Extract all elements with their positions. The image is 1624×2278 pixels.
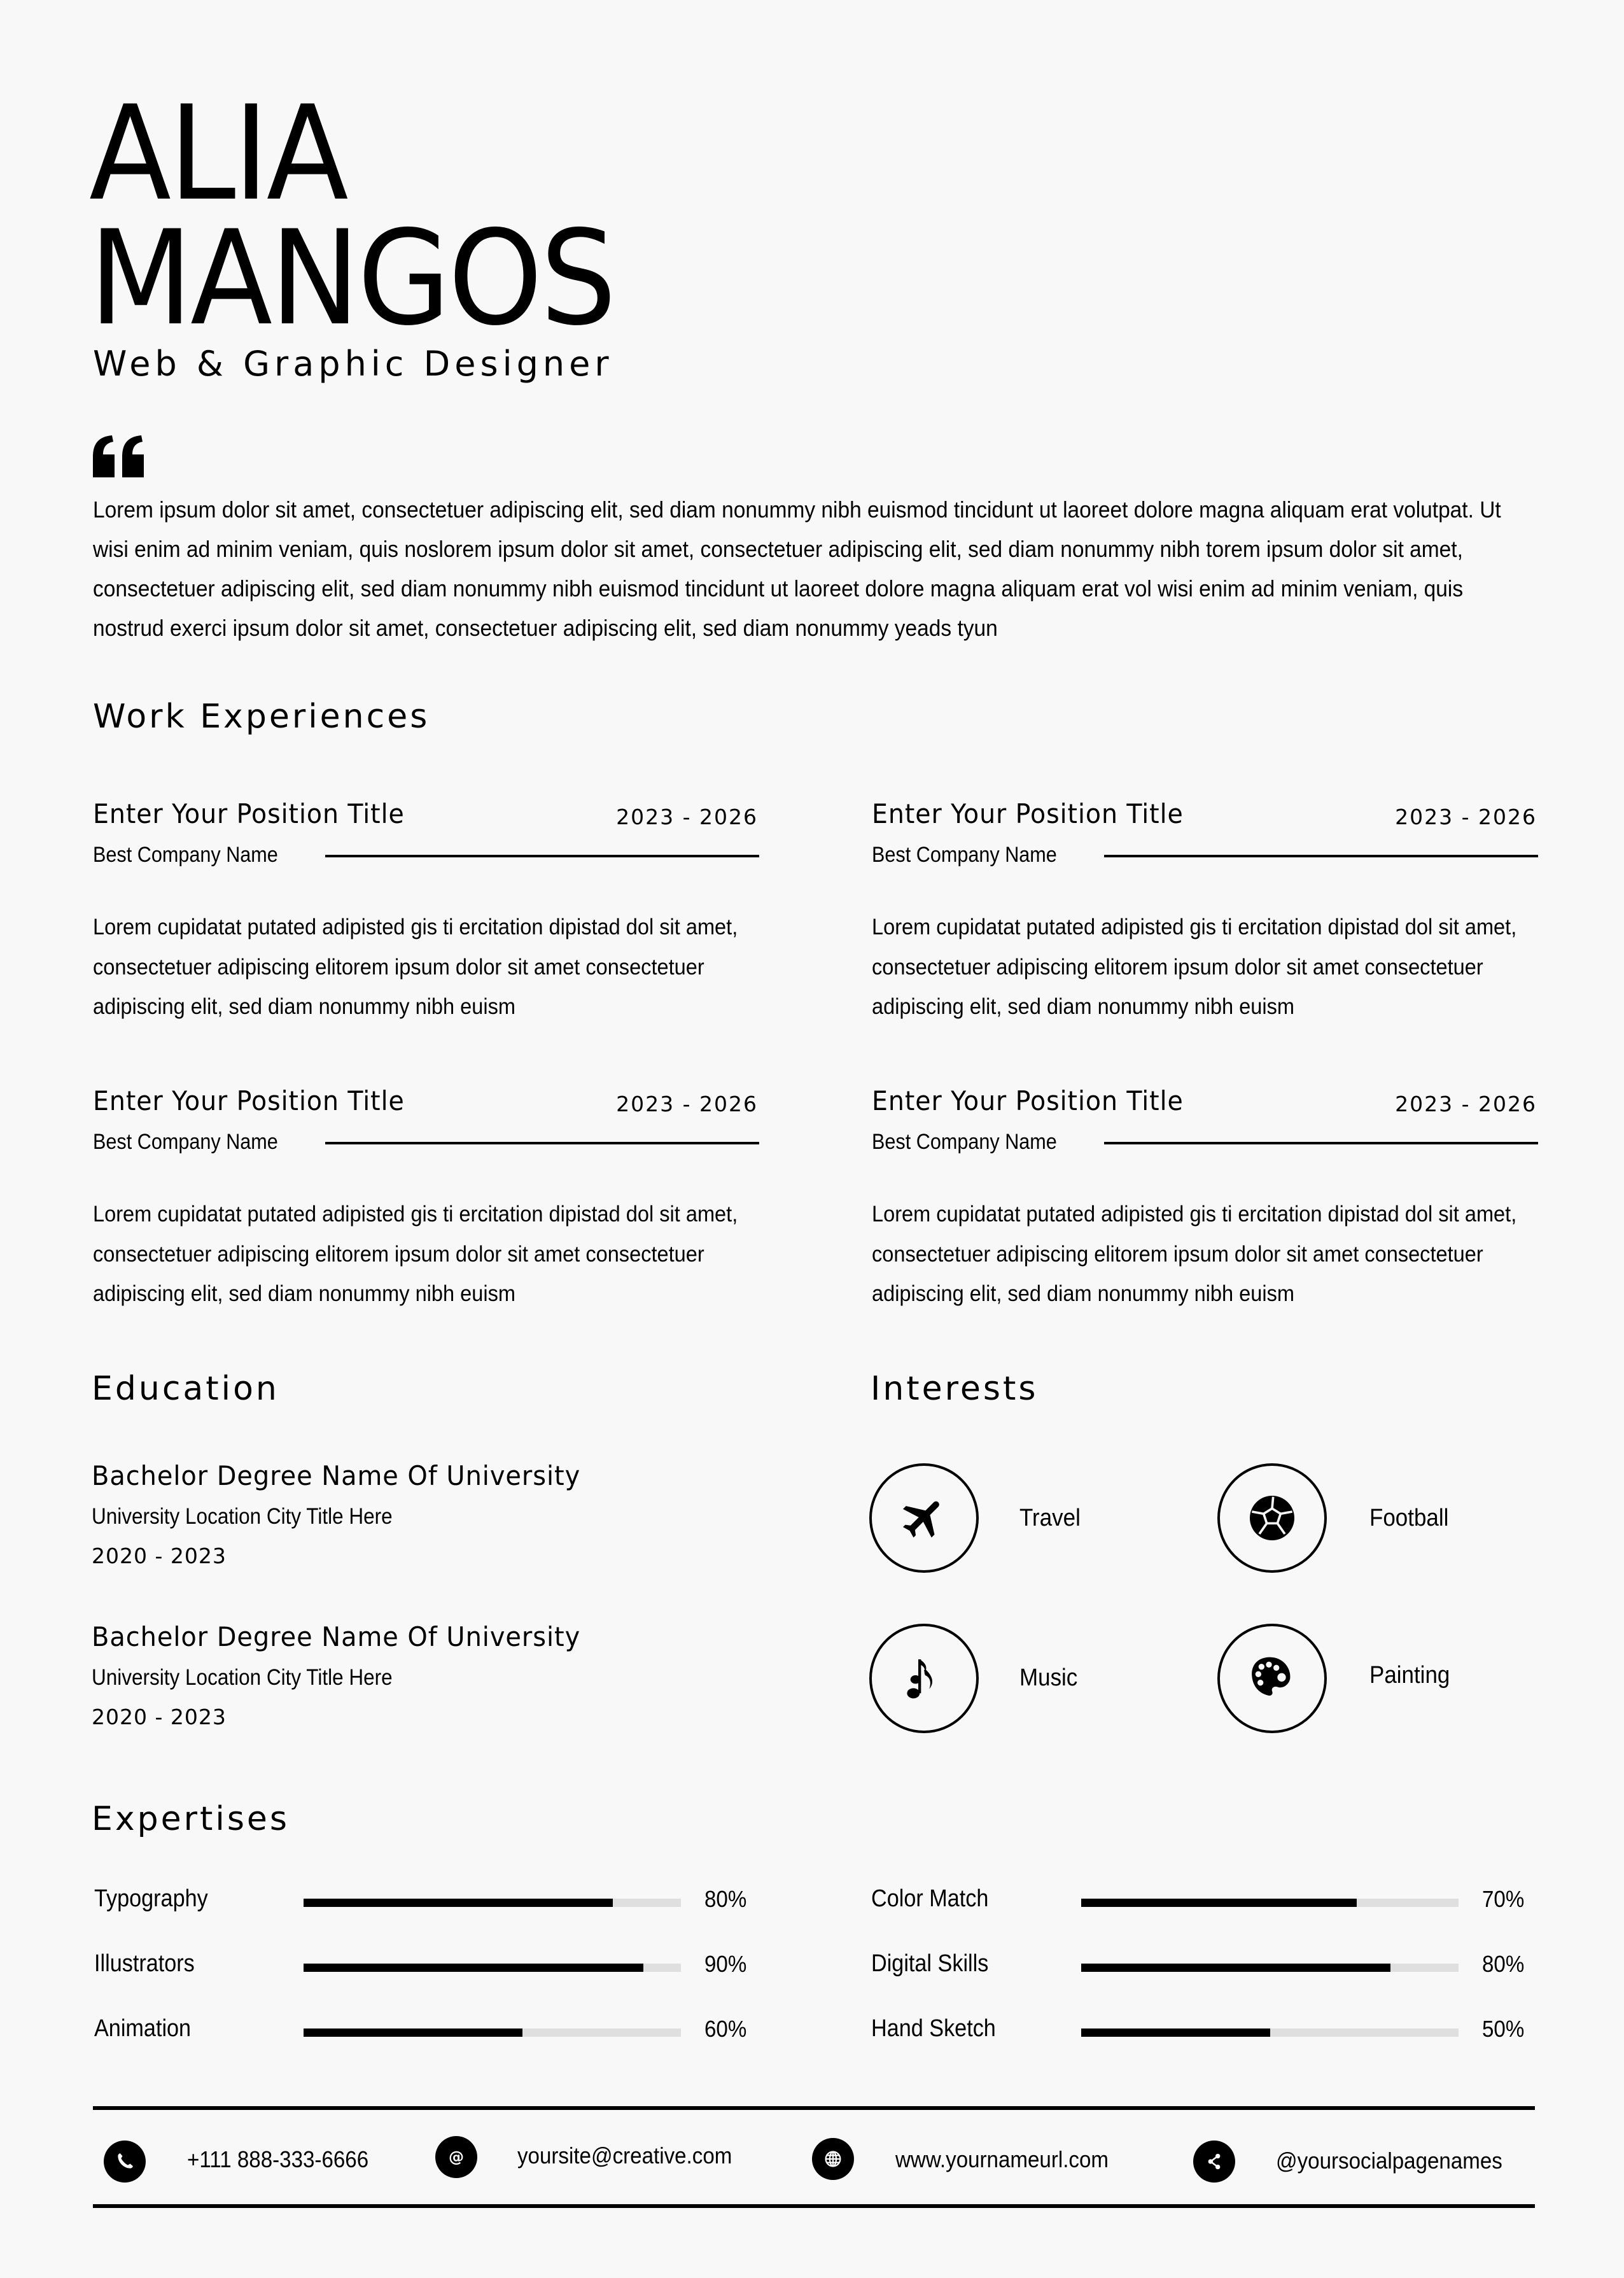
intro-paragraph: Lorem ipsum dolor sit amet, consectetuer adipiscing elit, sed diam nonummy nibh euismod tincidunt ut laoreet dolore magna aliquam erat volutpat. Ut wisi enim ad minim veniam, quis noslorem ipsum dolor sit amet, consectetuer adipiscing elit, sed diam nonummy nibh torem ipsum dolor sit amet, consectetuer adipiscing elit, sed diam nonummy nibh euismod tincidunt ut laoreet dolore magna aliquam erat vol wisi enim ad minim veniam, quis nostrud exerci ipsum dolor sit amet, consectetuer adipiscing elit, sed diam nonummy yeads tyun (93, 496, 1501, 641)
interest-label-music: Music (1019, 1664, 1078, 1691)
position-description: Lorem cupidatat putated adipisted gis ti ercitation dipistad dol sit amet, consectetuer adipiscing elitorem ipsum dolor sit amet consectetuer adipiscing elit, sed diam nonummy nibh euism (93, 915, 738, 1019)
phone-number[interactable]: +111 888-333-6666 (187, 2146, 369, 2172)
skill-percent: 80% (1482, 1951, 1525, 1977)
skill-label: Color Match (871, 1885, 989, 1912)
education-date: 2020 - 2023 (92, 1543, 227, 1568)
skill-label: Typography (94, 1885, 208, 1912)
work-item (872, 798, 1537, 1040)
interest-label-travel: Travel (1019, 1505, 1081, 1531)
at-sign-icon (435, 2136, 477, 2178)
position-title: Enter Your Position Title (872, 798, 1184, 829)
svg-text:@: @ (448, 2148, 465, 2166)
position-date: 2023 - 2026 (1395, 1092, 1537, 1116)
divider-line (1104, 1142, 1538, 1144)
skill-percent: 60% (704, 2016, 747, 2042)
position-date: 2023 - 2026 (616, 1092, 758, 1116)
skill-bar-track (1081, 1964, 1459, 1972)
degree-name: Bachelor Degree Name Of University (92, 1460, 581, 1491)
skill-bar-fill (1081, 1899, 1357, 1907)
skill-bar-fill (1081, 1964, 1390, 1972)
education-date: 2020 - 2023 (92, 1705, 227, 1729)
position-title: Enter Your Position Title (93, 798, 405, 829)
expertises-heading: Expertises (92, 1800, 290, 1838)
skill-bar-track (1081, 1899, 1459, 1907)
skill-bar-track (304, 2028, 681, 2037)
interests-heading: Interests (871, 1370, 1039, 1408)
share-icon (1193, 2141, 1235, 2183)
globe-icon (812, 2138, 854, 2180)
skill-label: Hand Sketch (871, 2015, 996, 2042)
skill-bar-track (1081, 2028, 1459, 2037)
skill-percent: 50% (1482, 2016, 1525, 2042)
work-item (93, 798, 758, 1040)
first-name: ALIA (89, 78, 347, 230)
education-item (92, 1621, 606, 1729)
divider-line (325, 1142, 759, 1144)
university-location: University Location City Title Here (92, 1665, 393, 1690)
skill-bar-fill (304, 2028, 522, 2037)
education-item (92, 1460, 606, 1568)
interest-label-painting: Painting (1369, 1662, 1450, 1689)
position-title: Enter Your Position Title (872, 1085, 1184, 1116)
work-item (93, 1085, 758, 1327)
divider-line (1104, 855, 1538, 857)
position-title: Enter Your Position Title (93, 1085, 405, 1116)
social-handle[interactable]: @yoursocialpagenames (1276, 2148, 1502, 2174)
education-heading: Education (92, 1370, 279, 1408)
position-date: 2023 - 2026 (1395, 805, 1537, 829)
airplane-icon (869, 1463, 979, 1573)
website-url[interactable]: www.yournameurl.com (895, 2146, 1109, 2172)
skill-percent: 70% (1482, 1886, 1525, 1912)
skill-percent: 80% (704, 1886, 747, 1912)
position-description: Lorem cupidatat putated adipisted gis ti ercitation dipistad dol sit amet, consectetuer adipiscing elitorem ipsum dolor sit amet consectetuer adipiscing elit, sed diam nonummy nibh euism (872, 915, 1517, 1019)
music-note-icon (869, 1624, 979, 1733)
university-location: University Location City Title Here (92, 1504, 393, 1529)
skill-bar-fill (304, 1964, 643, 1972)
skill-bar-fill (1081, 2028, 1270, 2037)
job-title-subtitle: Web & Graphic Designer (93, 344, 613, 384)
skill-bar-fill (304, 1899, 613, 1907)
quote-icon (93, 435, 145, 477)
phone-icon (104, 2141, 146, 2183)
company-name: Best Company Name (93, 843, 278, 867)
divider-line (325, 855, 759, 857)
position-description: Lorem cupidatat putated adipisted gis ti ercitation dipistad dol sit amet, consectetuer adipiscing elitorem ipsum dolor sit amet consectetuer adipiscing elit, sed diam nonummy nibh euism (93, 1202, 738, 1306)
footer-top-divider (93, 2106, 1535, 2110)
position-date: 2023 - 2026 (616, 805, 758, 829)
company-name: Best Company Name (872, 1130, 1057, 1154)
work-experiences-heading: Work Experiences (93, 698, 430, 736)
footer-bottom-divider (93, 2204, 1535, 2208)
company-name: Best Company Name (872, 843, 1057, 867)
skill-bar-track (304, 1899, 681, 1907)
company-name: Best Company Name (93, 1130, 278, 1154)
skill-label: Illustrators (94, 1950, 195, 1977)
soccer-ball-icon (1217, 1463, 1327, 1573)
last-name: MANGOS (89, 203, 615, 355)
skill-bar-track (304, 1964, 681, 1972)
work-item (872, 1085, 1537, 1327)
skill-percent: 90% (704, 1951, 747, 1977)
paint-palette-icon (1217, 1624, 1327, 1733)
skill-label: Animation (94, 2015, 192, 2042)
email-address[interactable]: yoursite@creative.com (517, 2142, 732, 2169)
skill-label: Digital Skills (871, 1950, 989, 1977)
degree-name: Bachelor Degree Name Of University (92, 1621, 581, 1652)
position-description: Lorem cupidatat putated adipisted gis ti ercitation dipistad dol sit amet, consectetuer adipiscing elitorem ipsum dolor sit amet consectetuer adipiscing elit, sed diam nonummy nibh euism (872, 1202, 1517, 1306)
interest-label-football: Football (1369, 1505, 1449, 1531)
